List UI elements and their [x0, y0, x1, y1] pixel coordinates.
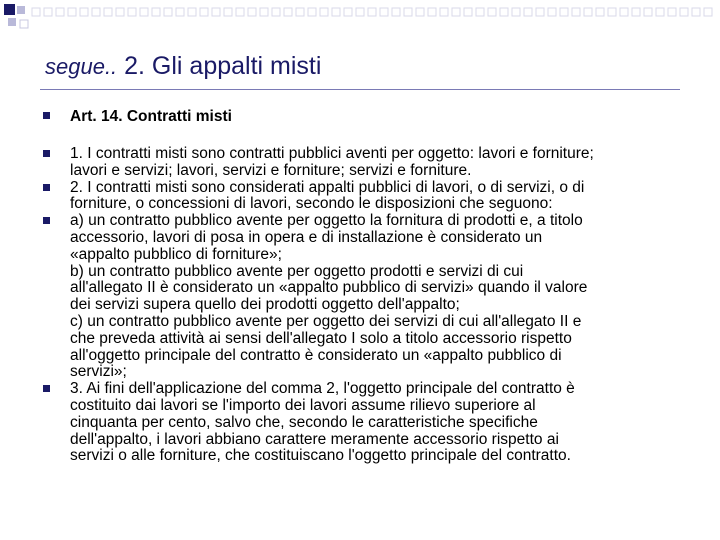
text-line: cinquanta per cento, salvo che, secondo le caratteristiche specifiche	[70, 413, 538, 431]
list-item	[40, 146, 690, 180]
list-item	[40, 180, 690, 214]
text-line: 1. I contratti misti sono contratti pubblici aventi per oggetto: lavori e forniture;	[70, 145, 594, 162]
list-item	[40, 381, 690, 465]
list-item-heading	[40, 108, 690, 126]
text-line: 3. Ai fini dell'applicazione del comma 2, l'oggetto principale del contratto è	[70, 380, 575, 398]
text-line: servizi o alle forniture, che costituiscano l'oggetto principale del contratto.	[70, 447, 571, 465]
text-line: 2. I contratti misti sono considerati appalti pubblici di lavori, o di servizi, o di	[70, 178, 585, 196]
square-bullet-icon	[43, 184, 50, 191]
list-item	[40, 213, 690, 381]
text-line: c) un contratto pubblico avente per oggetto dei servizi di cui all'allegato II e	[70, 312, 582, 330]
text-line: all'allegato II è considerato un «appalto pubblico di servizi» quando il valore	[70, 279, 588, 297]
text-line: «appalto pubblico di forniture»;	[70, 245, 282, 263]
text-line: Art. 14. Contratti misti	[70, 108, 232, 125]
text-line: accessorio, lavori di posa in opera e di installazione è considerato un	[70, 228, 543, 246]
text-line: b) un contratto pubblico avente per oggetto prodotti e servizi di cui	[70, 262, 524, 280]
square-bullet-icon	[43, 112, 50, 119]
slide-title-text: 2. Gli appalti misti	[117, 52, 322, 80]
text-line: dei servizi supera quello dei prodotti oggetto dell'appalto;	[70, 296, 460, 314]
text-line: forniture, o concessioni di lavori, secondo le disposizioni che seguono:	[70, 195, 553, 213]
text-line: costituito dai lavori se l'importo dei lavori assume rilievo superiore al	[70, 396, 536, 414]
slide-body	[40, 108, 690, 465]
corner-decoration	[0, 0, 720, 40]
text-line: a) un contratto pubblico avente per oggetto la fornitura di prodotti e, a titolo	[70, 212, 583, 230]
text-line: che preveda attività ai sensi dell'allegato I solo a titolo accessorio rispetto	[70, 329, 572, 347]
square-bullet-icon	[43, 217, 50, 224]
text-line: servizi»;	[70, 363, 127, 381]
square-bullet-icon	[43, 385, 50, 392]
slide-title-prefix: segue..	[45, 54, 118, 79]
decorative-squares-icon	[0, 0, 720, 40]
text-line: all'oggetto principale del contratto è considerato un «appalto pubblico di	[70, 346, 562, 364]
text-line: lavori e servizi; lavori, servizi e forniture; servizi e forniture.	[70, 161, 472, 179]
square-bullet-icon	[43, 150, 50, 157]
slide-title	[45, 52, 321, 81]
title-divider	[40, 89, 680, 90]
text-line: dell'appalto, i lavori abbiano carattere meramente accessorio rispetto ai	[70, 430, 559, 448]
